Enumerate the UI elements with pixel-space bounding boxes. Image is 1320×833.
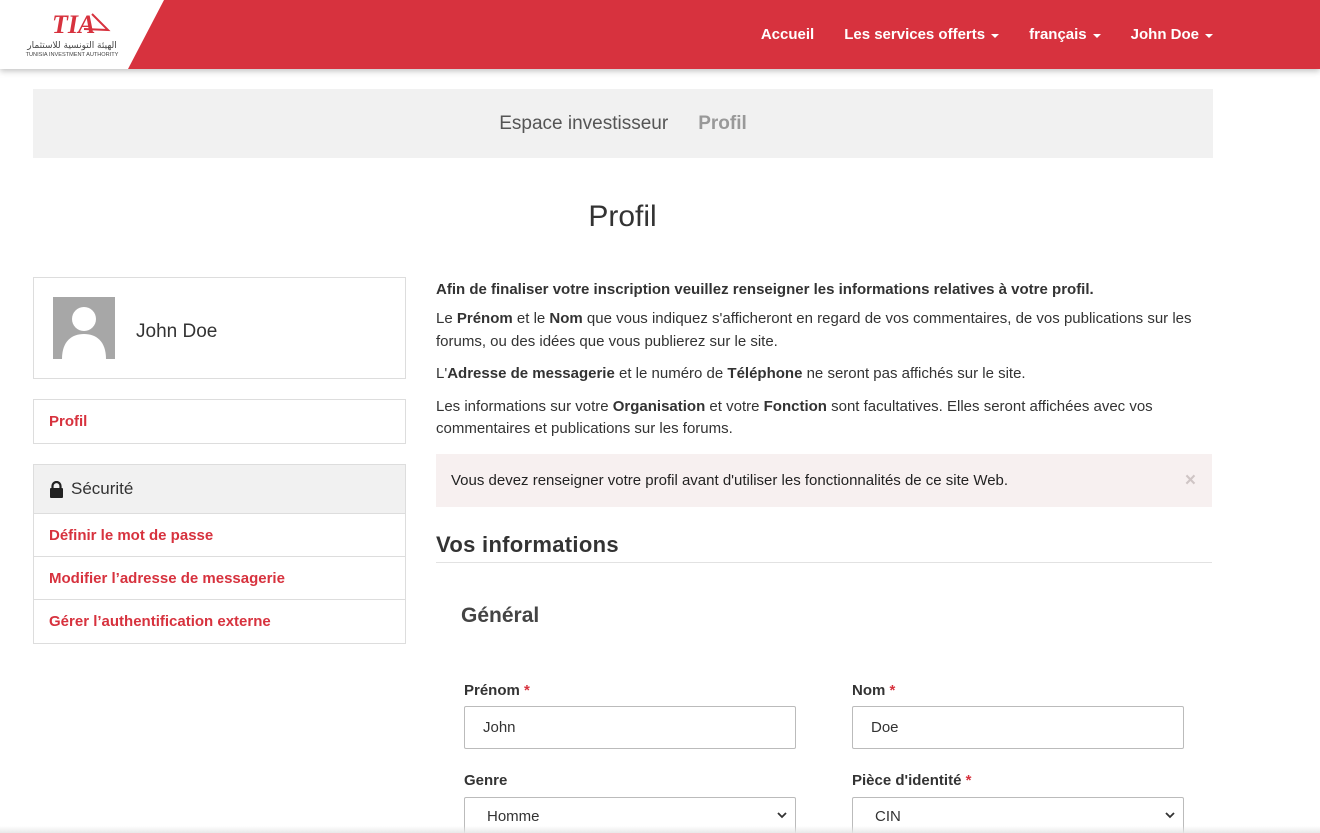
genre-label: Genre <box>464 772 508 789</box>
paragraph-organisation: Les informations sur votre Organisation et votre Fonction sont facultatives. Elles seront affichées avec vos commentaires et publications sur les forums. <box>436 397 1153 437</box>
main-content <box>436 277 1213 825</box>
tia-logo-icon <box>22 8 132 60</box>
paragraph-contact: L'Adresse de messagerie et le numéro de Téléphone ne seront pas affichés sur le site. <box>436 365 1026 382</box>
sidebar-profile-box <box>33 399 406 444</box>
nav-user-label: John Doe <box>1130 26 1199 43</box>
paragraph-names: Le Prénom et le Nom que vous indiquez s'afficheront en regard de vos commentaires, de vos publications sur les forums, ou des idées que vous publierez sur le site. <box>436 310 1192 350</box>
page-title: Profil <box>588 200 657 233</box>
breadcrumb-current-profil: Profil <box>698 112 747 134</box>
nav-language-label: français <box>1029 26 1087 43</box>
nav-accueil-label: Accueil <box>760 26 815 43</box>
profile-alert <box>436 454 1212 507</box>
main-nav <box>731 0 1213 69</box>
nav-services-dropdown[interactable] <box>844 26 999 43</box>
sidebar-item-profil[interactable]: Profil <box>49 413 88 430</box>
prenom-label: Prénom * <box>464 682 530 699</box>
lock-icon <box>49 481 64 498</box>
sidebar-item-set-password[interactable]: Définir le mot de passe <box>34 514 405 557</box>
prenom-input[interactable] <box>464 706 796 749</box>
bottom-shadow <box>0 826 1320 833</box>
user-avatar-icon <box>53 297 115 359</box>
nom-input[interactable] <box>852 706 1184 749</box>
close-icon[interactable]: × <box>1184 470 1196 491</box>
alert-message: Vous devez renseigner votre profil avant d'utiliser les fonctionnalités de ce site Web. <box>451 472 1009 489</box>
chevron-down-icon <box>1165 812 1175 819</box>
avatar <box>53 297 115 359</box>
logo[interactable] <box>0 0 164 69</box>
section-title: Vos informations <box>436 532 1212 563</box>
caret-down-icon <box>1093 34 1101 38</box>
logo-arabic: الهيئة التونسية للاستثمار <box>27 41 117 51</box>
top-navbar <box>0 0 1320 69</box>
nom-label: Nom * <box>852 682 896 699</box>
genre-selected-value: Homme <box>487 807 540 825</box>
user-card <box>33 277 406 379</box>
nav-services-label: Les services offerts <box>844 26 986 43</box>
caret-down-icon <box>991 34 999 38</box>
breadcrumb-espace-investisseur[interactable]: Espace investisseur <box>499 112 669 134</box>
user-name: John Doe <box>136 321 218 342</box>
breadcrumb <box>33 89 1213 158</box>
nav-user-dropdown[interactable] <box>1131 26 1213 43</box>
piece-label: Pièce d'identité * <box>852 772 972 789</box>
chevron-down-icon <box>777 812 787 819</box>
security-title: Sécurité <box>71 479 134 498</box>
caret-down-icon <box>1205 34 1213 38</box>
nav-language-dropdown[interactable] <box>1029 26 1101 43</box>
subsection-title: Général <box>461 604 540 627</box>
piece-selected-value: CIN <box>875 807 901 825</box>
sidebar-item-change-email[interactable]: Modifier l’adresse de messagerie <box>34 557 405 600</box>
sidebar-item-external-auth[interactable]: Gérer l’authentification externe <box>49 613 271 630</box>
intro-text: Afin de finaliser votre inscription veuillez renseigner les informations relatives à votre profil. <box>436 281 1094 298</box>
logo-english: TUNISIA INVESTMENT AUTHORITY <box>25 52 119 58</box>
logo-mark: TIA <box>52 10 96 39</box>
security-panel-header <box>34 465 405 514</box>
security-panel <box>33 464 406 644</box>
nav-accueil[interactable] <box>761 26 814 43</box>
